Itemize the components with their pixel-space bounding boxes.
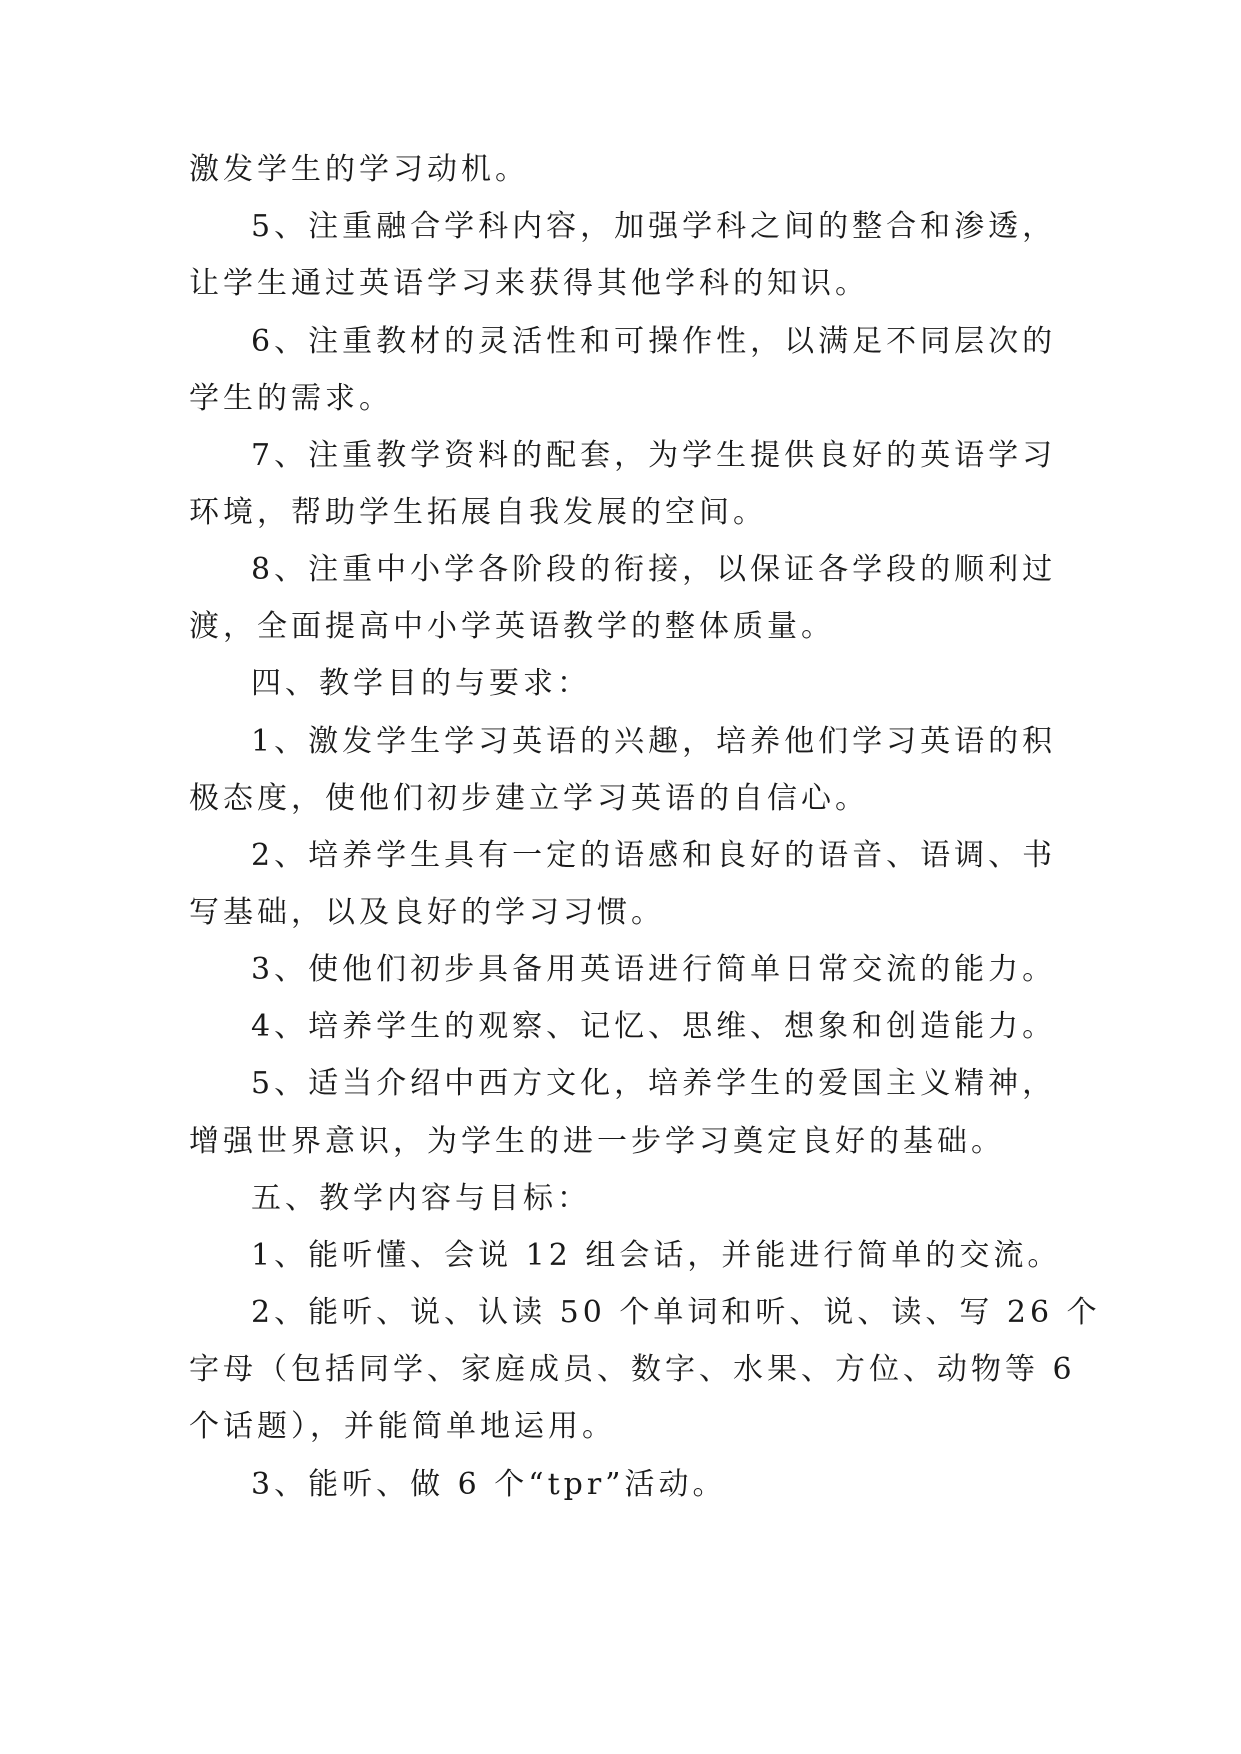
text-line: 3、使他们初步具备用英语进行简单日常交流的能力。 [251,952,1057,987]
text-line: 激发学生的学习动机。 [189,152,529,187]
text-line: 极态度，使他们初步建立学习英语的自信心。 [189,781,869,816]
text-line: 2、能听、说、认读 50 个单词和听、说、读、写 26 个 [251,1295,1101,1330]
text-line: 3、能听、做 6 个“tpr”活动。 [251,1467,727,1502]
section-heading: 五、教学内容与目标： [251,1181,591,1216]
text-line: 个话题），并能简单地运用。 [189,1409,616,1444]
text-line: 环境，帮助学生拓展自我发展的空间。 [189,495,767,530]
text-line: 1、能听懂、会说 12 组会话，并能进行简单的交流。 [251,1238,1062,1273]
text-line: 2、培养学生具有一定的语感和良好的语音、语调、书 [251,838,1057,873]
text-line: 1、激发学生学习英语的兴趣，培养他们学习英语的积 [251,724,1057,759]
text-line: 4、培养学生的观察、记忆、思维、想象和创造能力。 [251,1009,1057,1044]
text-line: 6、注重教材的灵活性和可操作性，以满足不同层次的 [251,324,1057,359]
text-line: 学生的需求。 [189,381,393,416]
text-line: 5、注重融合学科内容，加强学科之间的整合和渗透， [251,209,1057,244]
section-heading: 四、教学目的与要求： [251,666,591,701]
text-line: 7、注重教学资料的配套，为学生提供良好的英语学习 [251,438,1057,473]
text-line: 5、适当介绍中西方文化，培养学生的爱国主义精神， [251,1066,1057,1101]
text-line: 让学生通过英语学习来获得其他学科的知识。 [189,266,869,301]
text-line: 字母（包括同学、家庭成员、数字、水果、方位、动物等 6 [189,1352,1076,1387]
text-line: 8、注重中小学各阶段的衔接，以保证各学段的顺利过 [251,552,1057,587]
text-line: 增强世界意识，为学生的进一步学习奠定良好的基础。 [189,1124,1005,1159]
text-line: 写基础，以及良好的学习习惯。 [189,895,665,930]
text-line: 渡，全面提高中小学英语教学的整体质量。 [189,609,835,644]
